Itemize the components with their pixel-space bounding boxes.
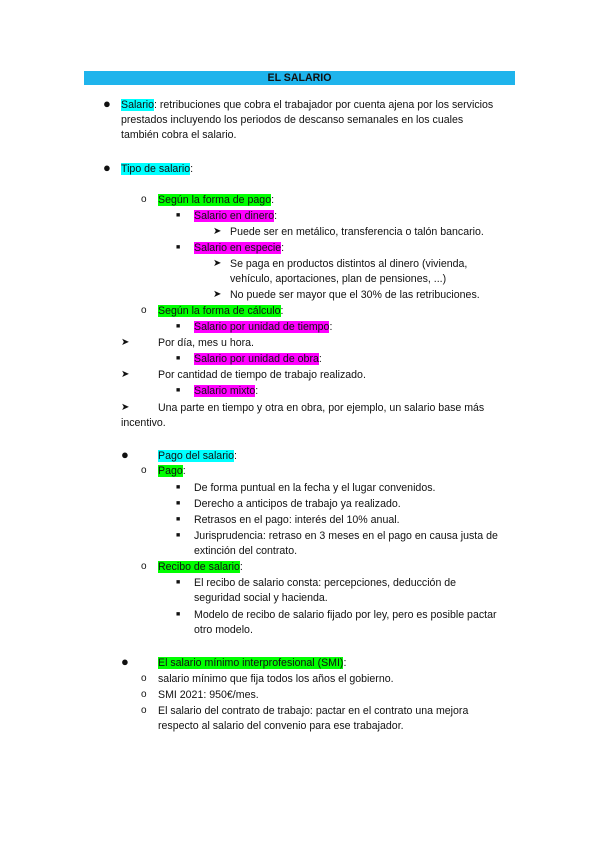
- square-bullet-icon: ■: [176, 484, 181, 491]
- square-bullet-icon: ■: [176, 579, 181, 586]
- recibo-heading: Recibo de salario:: [158, 561, 243, 573]
- recibo-item-line2: otro modelo.: [194, 624, 253, 636]
- square-bullet-icon: ■: [176, 516, 181, 523]
- salario-definition-line2: prestados incluyendo los periodos de descanso semanales en los cuales: [121, 114, 464, 126]
- salario-dinero-heading: Salario en dinero:: [194, 210, 278, 222]
- bullet-icon: ●: [121, 654, 129, 669]
- salario-label: Salario: [121, 99, 154, 111]
- arrow-bullet-icon: ➤: [121, 369, 130, 380]
- document-title: EL SALARIO: [84, 71, 515, 85]
- salario-mixto-item-line2: incentivo.: [121, 417, 166, 429]
- arrow-bullet-icon: ➤: [213, 226, 222, 237]
- smi-heading: El salario mínimo interprofesional (SMI):: [158, 657, 347, 669]
- salario-tiempo-heading: Salario por unidad de tiempo:: [194, 321, 333, 333]
- arrow-bullet-icon: ➤: [213, 289, 222, 300]
- square-bullet-icon: ■: [176, 212, 181, 219]
- pago-salario-heading: Pago del salario:: [158, 450, 237, 462]
- salario-especie-heading: Salario en especie:: [194, 242, 285, 254]
- square-bullet-icon: ■: [176, 323, 181, 330]
- pago-item: Derecho a anticipos de trabajo ya realizado.: [194, 498, 401, 510]
- square-bullet-icon: ■: [176, 387, 181, 394]
- recibo-item: El recibo de salario consta: percepciones, deducción de: [194, 577, 457, 589]
- pago-heading: Pago:: [158, 465, 186, 477]
- bullet-icon: ●: [103, 160, 111, 175]
- arrow-bullet-icon: ➤: [213, 258, 222, 269]
- salario-especie-item1-line2: vehículo, aportaciones, plan de pensiones, ...): [230, 273, 447, 285]
- salario-dinero-item: Puede ser en metálico, transferencia o talón bancario.: [230, 226, 484, 238]
- circle-bullet-icon: o: [141, 561, 147, 572]
- salario-mixto-item: Una parte en tiempo y otra en obra, por ejemplo, un salario base más: [158, 402, 485, 414]
- recibo-item: Modelo de recibo de salario fijado por ley, pero es posible pactar: [194, 609, 497, 621]
- pago-item: Jurisprudencia: retraso en 3 meses en el pago en causa justa de: [194, 530, 498, 542]
- smi-item: salario mínimo que fija todos los años el gobierno.: [158, 673, 394, 685]
- pago-item: De forma puntual en la fecha y el lugar convenidos.: [194, 482, 436, 494]
- square-bullet-icon: ■: [176, 500, 181, 507]
- recibo-item-line2: seguridad social y hacienda.: [194, 592, 328, 604]
- smi-item: El salario del contrato de trabajo: pactar en el contrato una mejora: [158, 705, 469, 717]
- salario-especie-item2: No puede ser mayor que el 30% de las retribuciones.: [230, 289, 480, 301]
- salario-obra-item: Por cantidad de tiempo de trabajo realizado.: [158, 369, 366, 381]
- circle-bullet-icon: o: [141, 705, 147, 716]
- bullet-icon: ●: [103, 96, 111, 111]
- forma-calculo-heading: Según la forma de cálculo:: [158, 305, 284, 317]
- salario-tiempo-item: Por día, mes u hora.: [158, 337, 254, 349]
- arrow-bullet-icon: ➤: [121, 402, 130, 413]
- pago-item: Retrasos en el pago: interés del 10% anual.: [194, 514, 400, 526]
- circle-bullet-icon: o: [141, 305, 147, 316]
- square-bullet-icon: ■: [176, 355, 181, 362]
- circle-bullet-icon: o: [141, 465, 147, 476]
- smi-item: SMI 2021: 950€/mes.: [158, 689, 259, 701]
- square-bullet-icon: ■: [176, 244, 181, 251]
- circle-bullet-icon: o: [141, 194, 147, 205]
- tipo-salario-heading: Tipo de salario:: [121, 163, 194, 175]
- salario-definition: Salario: retribuciones que cobra el trabajador por cuenta ajena por los servicios: [121, 99, 494, 111]
- square-bullet-icon: ■: [176, 532, 181, 539]
- arrow-bullet-icon: ➤: [121, 337, 130, 348]
- salario-obra-heading: Salario por unidad de obra:: [194, 353, 322, 365]
- salario-mixto-heading: Salario mixto:: [194, 385, 259, 397]
- circle-bullet-icon: o: [141, 673, 147, 684]
- salario-especie-item1: Se paga en productos distintos al dinero (vivienda,: [230, 258, 468, 270]
- circle-bullet-icon: o: [141, 689, 147, 700]
- forma-pago-heading: Según la forma de pago:: [158, 194, 275, 206]
- pago-item-line2: extinción del contrato.: [194, 545, 298, 557]
- square-bullet-icon: ■: [176, 611, 181, 618]
- salario-definition-line3: también cobra el salario.: [121, 129, 237, 141]
- smi-item-line2: respecto al salario del convenio para ese trabajador.: [158, 720, 404, 732]
- bullet-icon: ●: [121, 447, 129, 462]
